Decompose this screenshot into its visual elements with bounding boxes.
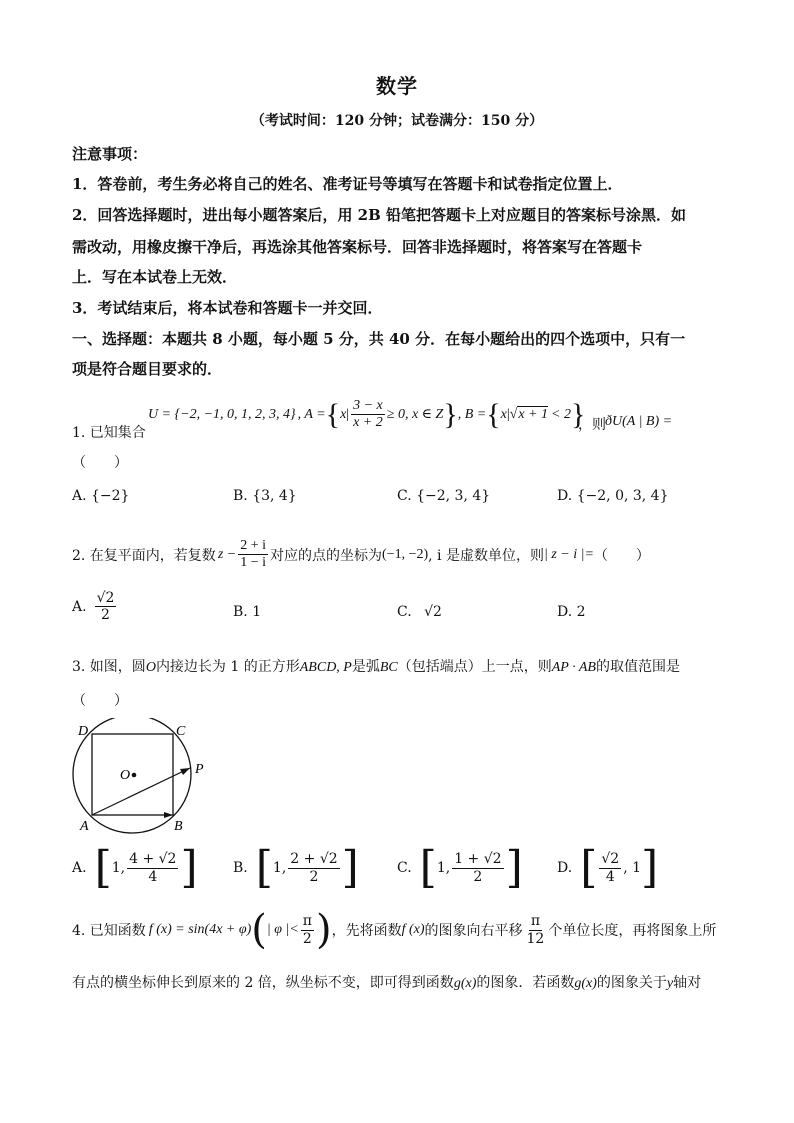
q3-label-b: B <box>174 819 183 834</box>
q3-option-a-denominator: 4 <box>148 868 158 885</box>
q1-a-brace-open: { <box>325 397 341 431</box>
q4-fx: f (x) <box>401 922 425 937</box>
exam-info: （考试时间：120 分钟；试卷满分：150 分） <box>250 113 544 129</box>
q3-option-b-one: 1, <box>272 860 287 876</box>
q3-option-b-fraction <box>288 851 339 884</box>
notice-item-3: 3．考试结束后，将本试卷和答题卡一并交回． <box>72 299 383 317</box>
q3-option-d-denominator: 4 <box>605 868 615 885</box>
q1-b-radical-sign: √ <box>509 406 518 422</box>
q2-denominator: 1 − i <box>240 555 267 571</box>
q2-prefix: 2. 在复平面内，若复数 <box>72 547 216 564</box>
q3-label-a: A <box>80 819 89 834</box>
q3-option-c-bracket-close: ] <box>505 842 523 893</box>
q4-condition: | φ |< <box>266 922 299 937</box>
q3-label-c: C <box>176 724 186 739</box>
q2-option-d: D. 2 <box>557 604 586 620</box>
q3-figure <box>66 718 216 838</box>
q4-y: y <box>666 976 674 991</box>
q3-option-d-one: , 1 <box>623 860 641 876</box>
q4-shift-fraction <box>525 913 547 946</box>
q2-option-a-numerator: √2 <box>96 590 115 606</box>
q4-line-2-d: 轴对 <box>673 975 702 991</box>
q1-prefix: 1. 已知集合 <box>72 425 146 441</box>
q2-answer-paren: （ ） <box>593 547 650 564</box>
q1-then: ，则 <box>578 417 606 433</box>
q2-option-a-fraction <box>95 590 117 623</box>
q1-a-fraction <box>351 398 385 431</box>
q1-option-c: C. {−2, 3, 4} <box>397 488 491 504</box>
q2-fraction <box>238 538 268 571</box>
q1-answer-paren: （ ） <box>72 455 128 471</box>
q2-numerator: 2 + i <box>238 538 268 555</box>
q4-condition-fraction <box>301 913 314 946</box>
q1-a-condition: ≥ 0, x ∈ Z <box>386 407 444 423</box>
q3-square-label: ABCD, P <box>299 660 352 675</box>
q3-option-c-fraction <box>452 851 503 884</box>
q1-sets <box>148 398 585 431</box>
q2-z: z − <box>217 546 237 562</box>
q2-mid-2: , i 是虚数单位，则 <box>428 547 544 564</box>
q3-option-a-numerator: 4 + √2 <box>129 851 177 868</box>
q2-mid: 对应的点的坐标为 <box>270 547 383 564</box>
q2-option-b: B. 1 <box>233 604 262 620</box>
notice-heading: 注意事项： <box>72 145 148 163</box>
q4-line-2-a: 有点的横坐标伸长到原来的 2 倍，纵坐标不变，即可得到函数 <box>72 975 454 991</box>
q4-line-2-b: 的图象．若函数 <box>476 975 575 991</box>
q1-a-var: x <box>340 406 347 422</box>
q3-label-p: P <box>195 762 204 777</box>
notice-item-1: 1．答卷前，考生务必将自己的姓名、准考证号等填写在答题卡和试卷指定位置上． <box>72 175 623 193</box>
q3-vector-ap <box>92 768 190 815</box>
q3-text-d: （包括端点）上一点，则 <box>397 659 552 675</box>
q3-circle-o: O <box>145 660 156 675</box>
q3-option-a-one: 1, <box>111 860 126 876</box>
q4-function: f (x) = sin(4x + φ) <box>148 922 252 937</box>
q4-line-2 <box>72 972 701 992</box>
q3-option-a-bracket-open: [ <box>94 842 112 893</box>
q2-modulus: | z − i |= <box>543 546 594 562</box>
q3-option-d-numerator: √2 <box>601 851 620 868</box>
q3-dot-product: AP · AB <box>551 660 596 675</box>
q2-option-c-value: √2 <box>424 604 442 620</box>
q3-option-b <box>233 842 359 893</box>
q1-b-label: , B = <box>457 406 487 422</box>
q1-b-var: x <box>500 406 507 422</box>
q3-text-a: 3. 如图，圆 <box>72 659 146 675</box>
q1-option-a: A. {−2} <box>72 488 130 504</box>
q3-label-d: D <box>78 724 89 739</box>
q4-line-2-c: 的图象关于 <box>596 975 667 991</box>
q3-option-d-bracket-close: ] <box>641 842 659 893</box>
q3-option-b-numerator: 2 + √2 <box>290 851 338 868</box>
q3-option-c-numerator: 1 + √2 <box>454 851 502 868</box>
q4-mid-2: 的图象向右平移 <box>424 923 523 939</box>
q4-paren-open: ( <box>251 907 267 953</box>
q3-vector-ap-arrowhead <box>180 768 190 775</box>
notice-item-2-line-2: 需改动，用橡皮擦干净后，再选涂其他答案标号．回答非选择题时，将答案写在答题卡 <box>72 238 643 256</box>
q2-option-a-label: A. <box>72 598 87 615</box>
q3-option-b-denominator: 2 <box>309 868 319 885</box>
q3-text-b: 内接边长为 1 的正方形 <box>155 659 300 675</box>
q1-a-denominator: x + 2 <box>353 415 383 431</box>
q1-complement-expression: ðU(A | B) = <box>605 414 673 429</box>
q2-option-a-denominator: 2 <box>101 607 110 624</box>
q1-b-radicand: x + 1 <box>518 407 549 423</box>
q3-option-c-label: C. <box>397 860 412 876</box>
q4-gx: g(x) <box>453 976 477 991</box>
section-heading-line-2: 项是符合题目要求的． <box>72 360 223 378</box>
q1-b-brace-open: { <box>486 397 501 431</box>
q3-option-b-bracket-open: [ <box>255 842 273 893</box>
q3-option-a-fraction <box>127 851 178 884</box>
q2-coordinate: (−1, −2) <box>382 546 429 562</box>
q3-center-point <box>132 773 137 778</box>
q3-option-d-fraction <box>599 851 621 884</box>
q1-a-label: , A = <box>297 406 326 422</box>
q3-text-c: 是弧 <box>351 659 380 675</box>
q2-option-c <box>397 604 442 620</box>
q3-stem <box>72 656 680 676</box>
notice-item-2-line-3: 上．写在本试卷上无效． <box>72 268 238 286</box>
q1-b-brace-close: } <box>570 397 586 431</box>
q2-stem <box>72 538 650 571</box>
q3-option-a <box>72 842 198 893</box>
section-heading-line-1: 一、选择题：本题共 8 小题，每小题 5 分，共 40 分．在每小题给出的四个选项中，只有一 <box>72 330 686 348</box>
q4-shift-denominator: 12 <box>526 930 545 947</box>
notice-item-2-line-1: 2．回答选择题时，进出每小题答案后，用 2B 铅笔把答题卡上对应题目的答案标号涂黑．如 <box>72 206 687 224</box>
q1-option-d: D. {−2, 0, 3, 4} <box>557 488 669 504</box>
q4-prefix: 4. 已知函数 <box>72 923 146 939</box>
q4-shift-numerator: π <box>530 913 541 930</box>
q3-text-e: 的取值范围是 <box>595 659 680 675</box>
q1-a-numerator: 3 − x <box>351 398 385 415</box>
q4-paren-close: ) <box>315 907 332 953</box>
q3-option-c <box>397 842 523 893</box>
q3-option-a-bracket-close: ] <box>180 842 198 893</box>
q3-arc-bc: BC <box>379 660 398 675</box>
q1-b-bar: | <box>506 406 510 422</box>
q3-option-a-label: A. <box>72 860 87 876</box>
q1-universal-set: U = {−2, −1, 0, 1, 2, 3, 4} <box>148 406 296 422</box>
q4-tail: 个单位长度，再将图象上所 <box>548 923 717 939</box>
q3-answer-paren: （ ） <box>72 693 128 709</box>
q1-b-condition: < 2 <box>551 406 571 422</box>
q4-mid: ，先将函数 <box>331 923 402 939</box>
q3-option-c-denominator: 2 <box>473 868 483 885</box>
q2-option-c-label: C. <box>397 604 412 620</box>
q1-a-bar: | <box>346 406 350 422</box>
q4-condition-denominator: 2 <box>302 930 312 947</box>
q1-option-b: B. {3, 4} <box>233 488 297 504</box>
q1-a-brace-close: } <box>443 397 458 431</box>
q3-label-o: O <box>120 768 131 783</box>
q4-gx-2: g(x) <box>574 976 597 991</box>
q3-option-d-bracket-open: [ <box>580 842 598 893</box>
q4-condition-numerator: π <box>302 913 312 930</box>
q3-option-c-bracket-open: [ <box>419 842 437 893</box>
q3-option-c-one: 1, <box>436 860 451 876</box>
q3-option-b-bracket-close: ] <box>341 842 359 893</box>
q3-option-d <box>557 842 659 893</box>
q3-option-d-label: D. <box>557 860 573 876</box>
q3-option-b-label: B. <box>233 860 248 876</box>
page-title: 数学 <box>376 74 418 98</box>
q2-option-a <box>72 590 118 623</box>
q4-line-1 <box>72 907 717 953</box>
